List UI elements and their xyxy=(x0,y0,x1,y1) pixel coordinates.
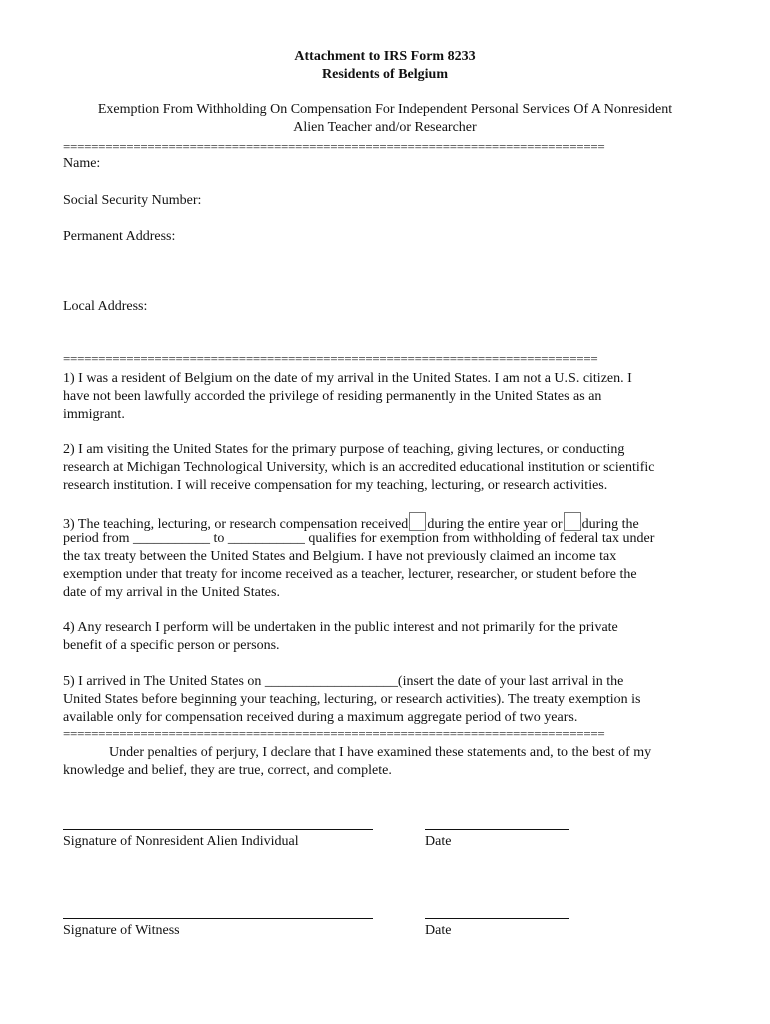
form-subtitle-country: Residents of Belgium xyxy=(322,67,448,82)
statement-5-line-3: available only for compensation received during a maximum aggregate period of two years. xyxy=(63,710,578,725)
form-title: Attachment to IRS Form 8233 xyxy=(294,49,476,64)
statement-2-line-2: research at Michigan Technological University, which is an accredited educational institution or scientific xyxy=(63,460,655,475)
form-description-line-2: Alien Teacher and/or Researcher xyxy=(293,120,477,135)
date-label: Date xyxy=(425,923,452,938)
alien-date-line[interactable] xyxy=(425,829,569,830)
date-label: Date xyxy=(425,834,452,849)
entire-year-checkbox[interactable] xyxy=(409,512,426,531)
statement-3-line-4: exemption under that treaty for income received as a teacher, lecturer, researcher, or student before the xyxy=(63,567,637,582)
statement-1-line-2: have not been lawfully accorded the privilege of residing permanently in the United States as an xyxy=(63,389,602,404)
statement-1-line-3: immigrant. xyxy=(63,407,125,422)
statement-2-line-3: research institution. I will receive compensation for my teaching, lecturing, or research activities. xyxy=(63,478,608,493)
statement-5-line-2: United States before beginning your teaching, lecturing, or research activities). The treaty exemption is xyxy=(63,692,641,707)
alien-signature-line[interactable] xyxy=(63,829,373,830)
permanent-address-label: Permanent Address: xyxy=(63,229,176,244)
statement-3-line-3: the tax treaty between the United States and Belgium. I have not previously claimed an income tax xyxy=(63,549,617,564)
declaration-line-1: Under penalties of perjury, I declare that I have examined these statements and, to the best of my xyxy=(109,745,652,760)
name-label: Name: xyxy=(63,156,101,171)
statement-5-line-1: 5) I arrived in The United States on ___________________(insert the date of your last arrival in the xyxy=(63,674,624,689)
statement-4-line-1: 4) Any research I perform will be undertaken in the public interest and not primarily for the private xyxy=(63,620,618,635)
form-description-line-1: Exemption From Withholding On Compensation For Independent Personal Services Of A Nonresident xyxy=(97,102,673,117)
separator: ============================================================================= xyxy=(63,141,605,153)
ssn-label: Social Security Number: xyxy=(63,193,202,208)
statement-3-line-2: period from ___________ to ___________ qualifies for exemption from withholding of federal tax under xyxy=(63,531,655,546)
statement-3-line-5: date of my arrival in the United States. xyxy=(63,585,280,600)
period-checkbox[interactable] xyxy=(564,512,581,531)
statement-3-text-c: during the xyxy=(581,517,639,532)
alien-signature-label: Signature of Nonresident Alien Individual xyxy=(63,834,299,849)
statement-3-text-a: 3) The teaching, lecturing, or research compensation received xyxy=(63,517,409,532)
witness-signature-line[interactable] xyxy=(63,918,373,919)
statement-2-line-1: 2) I am visiting the United States for the primary purpose of teaching, giving lectures, or conducting xyxy=(63,442,625,457)
separator: ============================================================================= xyxy=(63,728,605,740)
local-address-label: Local Address: xyxy=(63,299,148,314)
statement-4-line-2: benefit of a specific person or persons. xyxy=(63,638,280,653)
declaration-line-2: knowledge and belief, they are true, correct, and complete. xyxy=(63,763,392,778)
statement-3-text-b: during the entire year or xyxy=(427,517,563,532)
statement-1-line-1: 1) I was a resident of Belgium on the date of my arrival in the United States. I am not a U.S. citizen. I xyxy=(63,371,632,386)
witness-signature-label: Signature of Witness xyxy=(63,923,180,938)
separator: ============================================================================ xyxy=(63,353,598,365)
witness-date-line[interactable] xyxy=(425,918,569,919)
